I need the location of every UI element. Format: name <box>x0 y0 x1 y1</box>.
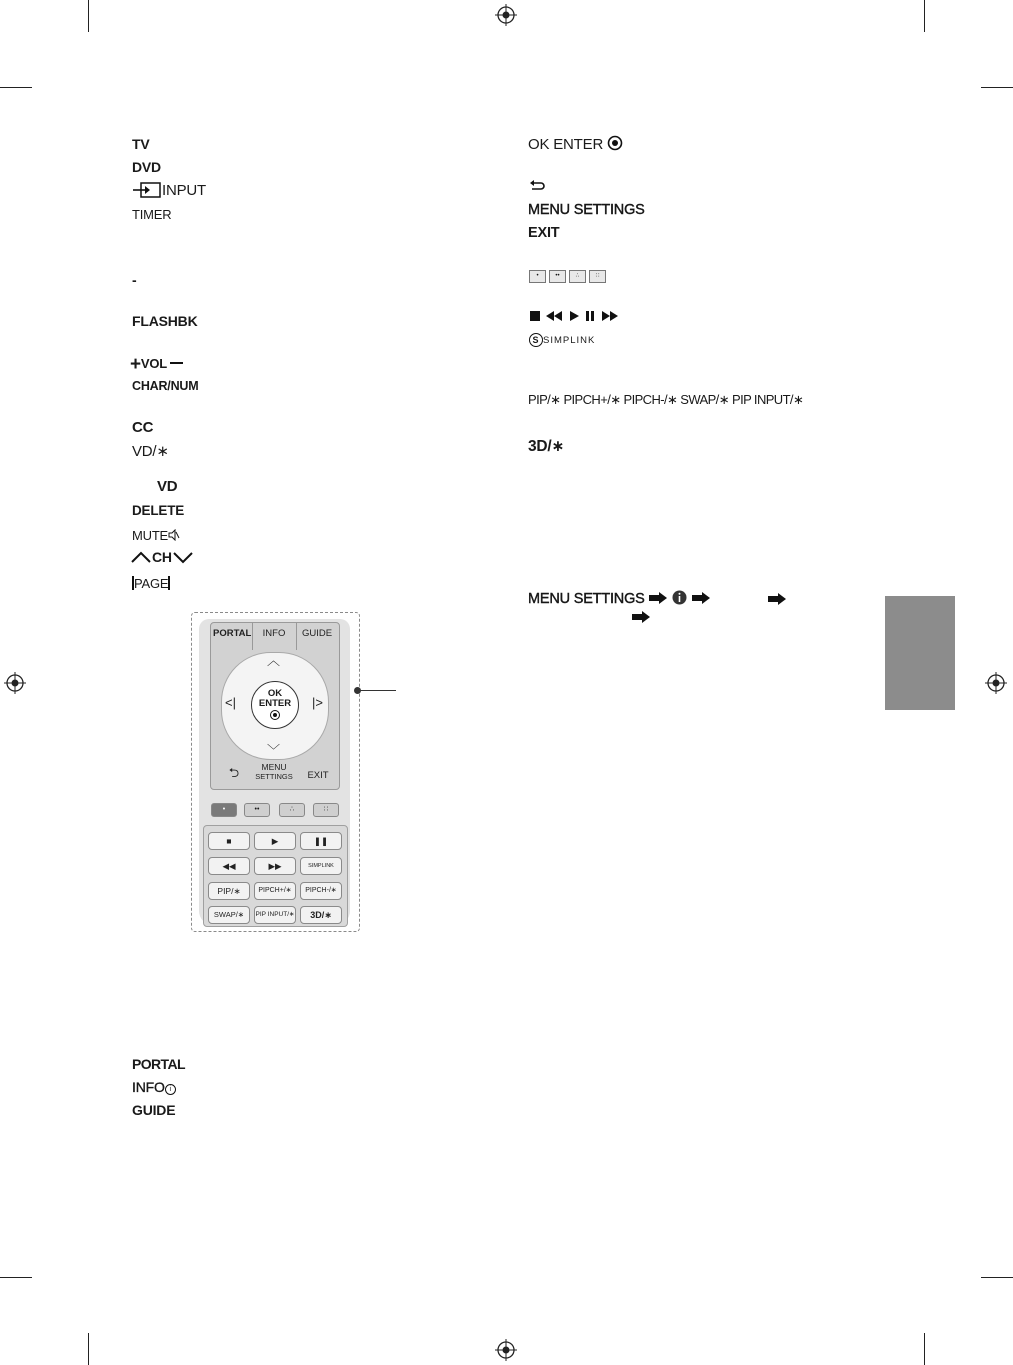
remote-swap-button[interactable]: SWAP/∗ <box>208 906 250 924</box>
label-info <box>132 1079 176 1095</box>
remote-3d-button[interactable]: 3D/∗ <box>300 906 342 924</box>
crop-mark <box>924 0 925 32</box>
crop-mark <box>981 1277 1013 1278</box>
label-menu-settings: MENU SETTINGS <box>528 202 645 218</box>
label-tv: TV <box>132 136 150 152</box>
arrow-right-icon <box>767 593 787 605</box>
remote-up-arrow-icon[interactable]: ︿ <box>267 653 281 668</box>
remote-divider <box>296 622 297 650</box>
label-guide: GUIDE <box>132 1102 176 1118</box>
remote-play-button[interactable]: ▶ <box>254 832 296 850</box>
rewind-icon <box>545 310 563 322</box>
remote-ok-button[interactable] <box>251 681 299 729</box>
remote-ok-text: OK <box>267 688 283 699</box>
simplink-icon: S <box>529 333 543 347</box>
crop-mark <box>0 87 32 88</box>
remote-menu-text: MENU <box>261 762 287 772</box>
label-vd: VD <box>157 478 178 495</box>
remote-back-button[interactable]: ⮌ <box>228 765 240 780</box>
remote-rewind-button[interactable]: ◀◀ <box>208 857 250 875</box>
label-dvd: DVD <box>132 159 161 175</box>
remote-pip-input-button[interactable]: PIP INPUT/∗ <box>254 906 296 924</box>
enter-circle-icon <box>607 135 623 151</box>
label-pip-line: PIP/∗ PIPCH+/∗ PIPCH-/∗ SWAP/∗ PIP INPUT/∗ <box>528 392 804 407</box>
arrow-right-icon <box>648 592 668 604</box>
crop-mark <box>0 1277 32 1278</box>
registration-mark-icon <box>495 1339 517 1361</box>
label-cc: CC <box>132 419 154 436</box>
label-dash: - <box>132 272 137 288</box>
red-button-icon: • <box>529 270 546 283</box>
label-simplink <box>529 333 595 347</box>
remote-pause-button[interactable]: ❚❚ <box>300 832 342 850</box>
remote-info-button[interactable]: INFO <box>262 628 286 639</box>
green-button-icon: •• <box>549 270 566 283</box>
back-icon <box>529 179 545 193</box>
remote-right-arrow-icon[interactable]: |> <box>312 695 323 710</box>
input-text: INPUT <box>162 182 207 199</box>
remote-down-arrow-icon[interactable]: ﹀ <box>267 743 281 758</box>
stop-icon <box>529 310 541 322</box>
mute-icon <box>168 529 180 541</box>
color-buttons-legend <box>529 268 609 286</box>
label-vd-star: VD/∗ <box>132 443 169 460</box>
page-down-bar-icon <box>168 576 170 590</box>
label-ok-enter <box>528 135 623 153</box>
crop-mark <box>88 0 89 32</box>
mute-text: MUTE <box>132 528 169 543</box>
label-exit: EXIT <box>528 225 560 241</box>
menu-path-text: MENU SETTINGS <box>528 591 645 607</box>
label-mute <box>132 528 180 543</box>
label-page <box>132 576 170 591</box>
remote-enter-dot-icon <box>270 710 280 720</box>
remote-guide-button[interactable]: GUIDE <box>301 628 333 639</box>
section-side-tab <box>885 596 955 710</box>
blue-button-icon: ∷ <box>589 270 606 283</box>
remote-fast-forward-button[interactable]: ▶▶ <box>254 857 296 875</box>
remote-settings-text: SETTINGS <box>255 772 293 781</box>
label-portal: PORTAL <box>132 1056 185 1072</box>
remote-menu-settings-button[interactable] <box>253 763 295 781</box>
fast-forward-icon <box>601 310 619 322</box>
info-small-icon: i <box>165 1084 176 1095</box>
label-delete: DELETE <box>132 503 185 518</box>
ok-enter-text: OK ENTER <box>528 136 604 153</box>
label-flashbk: FLASHBK <box>132 313 198 329</box>
plus-icon: + <box>130 354 141 375</box>
simplink-text: SIMPLINK <box>543 335 596 346</box>
ch-text: CH <box>152 549 172 565</box>
remote-exit-button[interactable]: EXIT <box>307 770 329 781</box>
registration-mark-icon <box>495 4 517 26</box>
registration-mark-icon <box>985 672 1007 694</box>
registration-mark-icon <box>4 672 26 694</box>
label-timer: TIMER <box>132 207 172 222</box>
remote-yellow-button[interactable]: ∴ <box>279 803 305 817</box>
remote-enter-text: ENTER <box>258 698 292 709</box>
playback-icons-row <box>529 309 619 327</box>
remote-red-button[interactable]: • <box>211 803 237 817</box>
label-char-num: CHAR/NUM <box>132 379 199 393</box>
remote-pip-button[interactable]: PIP/∗ <box>208 882 250 900</box>
crop-mark <box>981 87 1013 88</box>
remote-left-arrow-icon[interactable]: <| <box>225 695 236 710</box>
remote-pipch-plus-button[interactable]: PIPCH+/∗ <box>254 882 296 900</box>
remote-simplink-button[interactable]: SIMPLINK <box>300 857 342 875</box>
info-circle-icon <box>672 590 687 605</box>
crop-mark <box>88 1333 89 1365</box>
label-ch <box>130 549 194 565</box>
pause-icon <box>584 310 596 322</box>
label-vol <box>130 354 183 376</box>
chevron-up-icon <box>130 550 152 564</box>
info-text: INFO <box>132 1079 165 1095</box>
remote-blue-button[interactable]: ∷ <box>313 803 339 817</box>
remote-green-button[interactable]: •• <box>244 803 270 817</box>
label-input <box>132 182 206 199</box>
input-icon <box>132 182 162 198</box>
label-3d: 3D/∗ <box>528 438 565 455</box>
play-icon <box>568 310 580 322</box>
yellow-button-icon: ∴ <box>569 270 586 283</box>
arrow-right-icon <box>691 592 711 604</box>
callout-line <box>358 690 396 691</box>
remote-stop-button[interactable]: ■ <box>208 832 250 850</box>
remote-portal-button[interactable]: PORTAL <box>213 628 252 639</box>
remote-pipch-minus-button[interactable]: PIPCH-/∗ <box>300 882 342 900</box>
vol-text: VOL <box>140 356 168 371</box>
chevron-down-icon <box>172 550 194 564</box>
arrow-right-icon <box>631 611 651 623</box>
minus-icon <box>170 362 183 365</box>
page-text: PAGE <box>134 576 169 591</box>
label-menu-settings-path <box>528 590 711 607</box>
crop-mark <box>924 1333 925 1365</box>
remote-divider <box>252 622 253 650</box>
